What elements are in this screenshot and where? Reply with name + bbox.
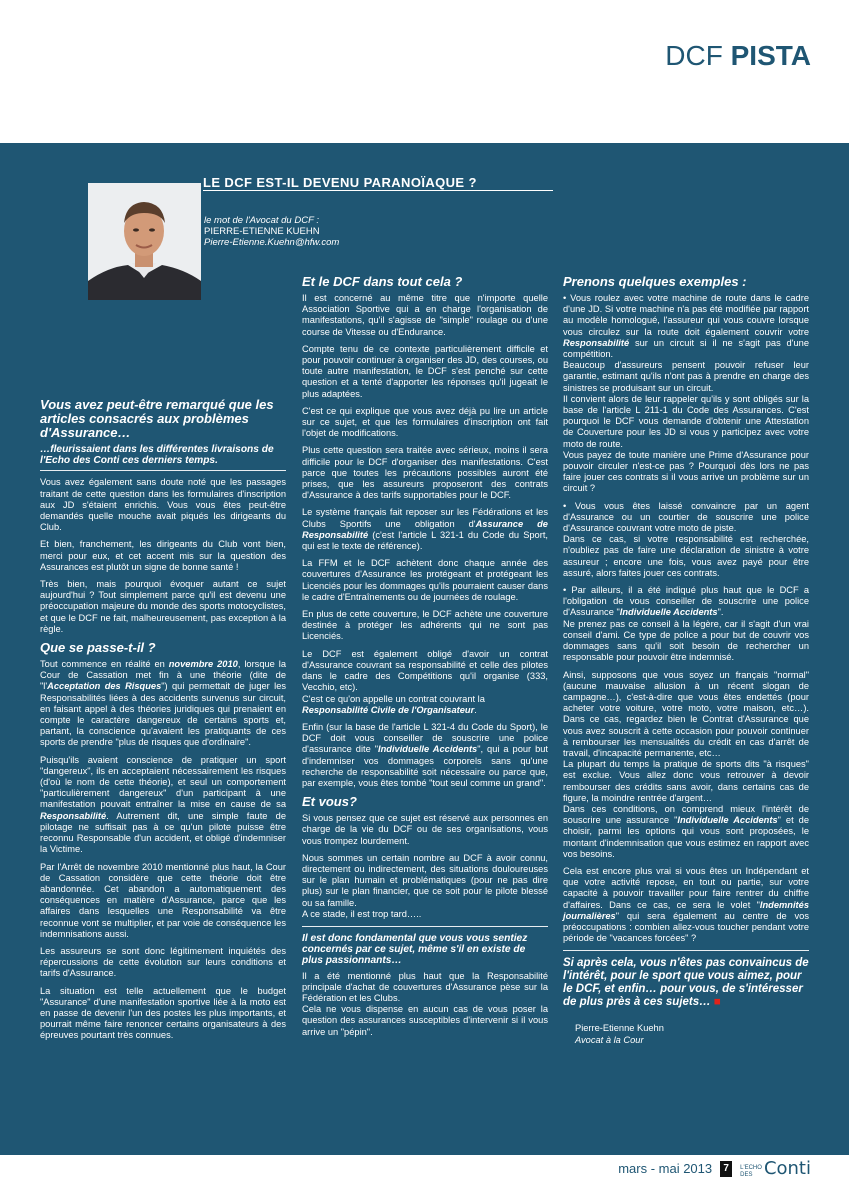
text-span: Nous sommes un certain nombre au DCF à avoir connu, directement ou indirectement, des situations douloureuses sur le plan humain et problématiques (pour ne pas dire plus) sur le plan financier, que ce soit pour le pilote blessé ou sa famille. (302, 852, 548, 908)
author-intro: le mot de l'Avocat du DCF : (204, 215, 319, 226)
text-span: . Autrement dit, une simple faute de pilotage ne suffisait pas à ce qu'un pilote puisse être reconnu Responsable d'un accident, et obligé d'indemniser la Victime. (40, 810, 286, 855)
paragraph (563, 670, 809, 860)
paragraph: La situation est telle actuellement que le budget "Assurance" d'une manifestation sportive liée à la moto est en passe de devenir l'un des postes les plus importants, et pourrait même faire renoncer certains organisateurs à des épreuves pourtant très connues. (40, 985, 286, 1041)
text-span: " et de choisir, parmi les options qui vous sont proposées, le montant d'indemnisation que vous estimez en rapport avec vos besoins. (563, 815, 810, 859)
emphasis: Responsabilité (563, 337, 630, 348)
text-span: La plupart du temps la pratique de sports dits "à risques" est exclue. Vous allez donc vous retrouver à devoir rembourser des crédits sans avoir, dans certains cas de figure, la moindre rentrée d'argent… (563, 759, 809, 803)
title-underline (203, 190, 553, 191)
magazine-section-header (665, 40, 811, 72)
text-span: • Vous roulez avec votre machine de route dans le cadre d'une JD. Si votre machine n'a pas été modifiée par rapport au modèle homologué, l'assureur qui vous couvre lorsque vous circulez sur la route doit également couvrir votre (563, 293, 809, 337)
text-span: (c'est l'article L 321-1 du Code du Sport, qui est le texte de référence). (302, 529, 548, 552)
author-email: Pierre-Etienne.Kuehn@hfw.com (204, 237, 340, 248)
paragraph (302, 507, 548, 552)
callout-heading: Il est donc fondamental que vous vous sentiez concernés par ce sujet, même s'il en existe de plus passionnants… (302, 932, 528, 967)
paragraph: Les assureurs se sont donc légitimement inquiétés des répercussions de cette évolution sur leurs conditions et tarifs d'Assurance. (40, 945, 286, 979)
logo-small-text: DES (740, 1172, 753, 1178)
page-footer (618, 1158, 811, 1179)
text-span: " qui sera également au centre de vos préoccupations : combien allez-vous toucher pendant votre période de "vacances forcées" ? (563, 910, 809, 944)
article-title: LE DCF EST-IL DEVENU PARANOÏAQUE ? (203, 175, 477, 190)
logo-small-text: L'ECHO (740, 1165, 762, 1171)
divider (302, 926, 548, 927)
text-span: ") qui permettait de juger les Responsabilités liées à des accidents survenus sur circuit, en faisant appel à des théories juridiques qui prenaient en compte le caractère dangereux de certains sports et, partant, la conscience qu'avaient les pratiquants de ces sports de prendre "plus de risques que d'ordinaire". (40, 681, 287, 748)
text-span: sur un circuit si il ne s'agit pas d'une compétition. (563, 337, 809, 360)
text-span: • Vous vous êtes laissé convaincre par un agent d'Assurance ou un courtier de souscrire une police d'Assurance couvrant votre moto de piste. (563, 500, 809, 534)
paragraph: Si vous pensez que ce sujet est réservé aux personnes en charge de la vie du DCF ou de ses organisations, vous vous trompez lourdement. (302, 813, 548, 846)
paragraph: Compte tenu de ce contexte particulièrement difficile et pour pouvoir continuer à organiser des JD, des courses, ou toute autre manifestation, le DCF s'est penché sur cette question et a tenté d'apporter les réponses qu'il jugeait le plus adaptées. (302, 343, 548, 399)
text-span: A ce stade, il est trop tard….. (302, 908, 422, 919)
intro-heading: Vous avez peut-être remarqué que les articles consacrés aux problèmes d'Assurance… (40, 397, 274, 440)
logo-big-text: Conti (763, 1158, 811, 1179)
section-heading-que-se-passe: Que se passe-t-il ? (40, 640, 156, 656)
author-block (204, 215, 339, 248)
text-span: Cela est encore plus vrai si vous êtes un Indépendant et que votre activité repose, en tout ou partie, sur votre capacité à pouvoir travailler pour faire rentrer du chiffre d'affaires. Dans ce cas, ce sera le volet " (563, 865, 809, 910)
author-portrait-image (88, 183, 201, 300)
page-number: 7 (720, 1161, 732, 1177)
paragraph (302, 853, 548, 920)
header-pista: PISTA (730, 40, 811, 71)
text-span: ", qui a pour but d'indemniser vos dommages corporels sans qu'une recherche de responsabilité soit nécessaire ou parce que, par exemple, vous êtes tombé "tout seul comme un grand". (302, 744, 549, 788)
paragraph (302, 971, 548, 1038)
column-3 (563, 275, 809, 1046)
text-span: Enfin (sur la base de l'article L 321-4 du Code du Sport), le DCF doit vous conseiller de souscrire une police d'assurance dite " (302, 721, 548, 755)
section-heading-et-le-dcf: Et le DCF dans tout cela ? (302, 274, 463, 289)
paragraph: Par l'Arrêt de novembre 2010 mentionné plus haut, la Cour de Cassation considère que cette théorie doit être abandonnée. Cet abandon a automatiquement des conséquences en matière d'Assurance, parce que les affaires dans lesquelles une Responsabilité va être reconnue vont se multiplier, et par voie de conséquence les indemnisations aussi. (40, 861, 286, 939)
column-1 (40, 398, 286, 1048)
emphasis: Responsabilité Civile de l'Organisateur (302, 704, 475, 715)
paragraph: Vous avez également sans doute noté que les passages traitant de cette question dans les formulaires d'inscription aux JD s'étaient enrichis. Vous vous êtes peut-être demandés quelle mouche avait piqués les dirigeants du Club. (40, 477, 286, 533)
emphasis: Individuelle Accidents (378, 744, 478, 755)
emphasis: Individuelle Accidents (677, 815, 778, 826)
paragraph: Très bien, mais pourquoi évoquer autant ce sujet aujourd'hui ? Tout simplement parce qu'il est devenu une préoccupation majeure du monde des sports motocyclistes, et que le DCF ne fait, malheureusement, pas exception à la règle. (40, 579, 286, 634)
end-mark-icon: ■ (713, 996, 721, 1009)
text-span: Tout commence en réalité en (40, 659, 169, 670)
text-span: • Par ailleurs, il a été indiqué plus haut que le DCF a l'obligation de vous conseiller de souscrire une police d'Assurance " (563, 585, 809, 618)
text-span: Vous payez de toute manière une Prime d'Assurance pour pouvoir circuler n'est-ce pas ? Pourquoi dès lors ne pas faire jouer ces contrats si il vous arrive un problème sur un circuit ? (563, 449, 809, 494)
paragraph (302, 722, 548, 789)
text-span: Ainsi, supposons que vous soyez un français "normal" (aucune mauvaise allusion à un récent slogan de campagne…), c'est-à-dire que vous êtes endettés (pour acheter votre voiture, votre moto, votre maison, etc…). Dans ce cas, regardez bien le Contrat d'Assurance que vous avez souscrit à cette occasion pour pouvoir continuer à rembourser les mensualités du crédit en cas d'arrêt de travail, d'incapacité permanente, etc… (563, 669, 809, 758)
paragraph: Plus cette question sera traitée avec sérieux, moins il sera difficile pour le DCF d'organiser des manifestations. C'est parce que toutes les précautions possibles auront été prises, que les assureurs proposeront des contrats d'Assurance à des tarifs supportables pour le DCF. (302, 445, 548, 501)
paragraph: En plus de cette couverture, le DCF achète une couverture destinée à protéger les adhérents qui ne sont pas Licenciés. (302, 609, 548, 642)
paragraph (563, 866, 809, 944)
text-span: Puisqu'ils avaient conscience de pratiquer un sport "dangereux", ils en acceptaient nécessairement les risques (d'où le nom de cette théorie), et seul un comportement "particulièrement dangereux" d'un participant à une manifestation pouvait entraîner la mise en cause de sa (40, 754, 286, 810)
text-span: Ne prenez pas ce conseil à la légère, car il s'agit d'un vrai conseil d'ami. Ce type de police a pour but de couvrir vos dommages sans qu'il soit besoin de rechercher un responsable pour pouvoir être indemnisé. (563, 618, 809, 663)
text-span: Cela ne vous dispense en aucun cas de vous poser la question des assurances susceptibles d'intervenir si il vous arrive un "pépin". (302, 1004, 548, 1037)
emphasis: Indemnités journalières (563, 899, 809, 921)
paragraph (563, 293, 809, 495)
text-span: Dans ces conditions, on comprend mieux l'intérêt de souscrire une assurance " (563, 803, 809, 826)
section-heading-exemples: Prenons quelques exemples : (563, 274, 747, 289)
signature-role: Avocat à la Cour (575, 1034, 644, 1045)
text-span: Le système français fait reposer sur les Fédérations et les Clubs Sportifs une obligation d' (302, 507, 548, 529)
paragraph (563, 501, 809, 579)
divider (563, 950, 809, 951)
paragraph: Et bien, franchement, les dirigeants du Club vont bien, merci pour eux, et cet accent mis sur la question des Assurances est plutôt un signe de bonne santé ! (40, 539, 286, 572)
paragraph (302, 649, 548, 716)
text-span: Dans ce cas, si votre responsabilité est recherchée, n'oubliez pas de faire une déclaration de sinistre à votre assureur ; encore une fois, vous avez payé pour être assuré, alors faites jouer ces contrats. (563, 534, 809, 578)
emphasis: Individuelle Accidents (619, 607, 718, 618)
intro-subheading: …fleurissaient dans les différentes livraisons de l'Echo des Conti ces derniers temps. (40, 444, 274, 467)
text-span: Le DCF est également obligé d'avoir un contrat d'Assurance couvrant sa responsabilité et celle des pilotes dans le cadre des Compétitions qu'il organise (333, Vecchio, etc). (302, 648, 548, 693)
paragraph (563, 585, 809, 663)
author-photo (88, 183, 201, 300)
signature (563, 1023, 809, 1046)
column-2 (302, 275, 548, 1044)
emphasis: Acceptation des Risques (47, 681, 162, 692)
text-span: Beaucoup d'assureurs pensent pouvoir refuser leur garantie, estimant qu'ils n'ont pas à prendre en charge des sinistres se produisant sur un circuit. (563, 360, 809, 393)
paragraph (40, 659, 286, 749)
text-span: C'est ce qu'on appelle un contrat couvrant la (302, 693, 485, 704)
divider (40, 470, 286, 471)
header-dcf: DCF (665, 40, 723, 71)
text-span: Il a été mentionné plus haut que la Responsabilité principale d'achat de couvertures d'Assurance pèse sur la Fédération et les Clubs. (302, 970, 548, 1003)
emphasis: novembre 2010 (168, 659, 238, 670)
emphasis: Assurance de Responsabilité (302, 518, 548, 540)
paragraph: La FFM et le DCF achètent donc chaque année des couvertures d'Assurance les protégeant et protégeant les Licenciés pour les dommages qu'ils pourraient causer dans le cadre d'Entraînements ou de journées de roulage. (302, 558, 548, 602)
text-span: ". (717, 607, 724, 618)
paragraph: C'est ce qui explique que vous avez déjà pu lire un article sur ce sujet, et que les formulaires d'inscription ont fait l'objet de modifications. (302, 405, 548, 439)
closing-text: Si après cela, vous n'êtes pas convaincus de l'intérêt, pour le sport que vous aimez, pour le DCF, et enfin… pour vous, de s'intéresser de plus près à ces sujets… (563, 957, 809, 1009)
emphasis: Responsabilité (40, 810, 107, 821)
echo-des-conti-logo (740, 1158, 811, 1179)
signature-name: Pierre-Etienne Kuehn (575, 1023, 664, 1034)
text-span: , lorsque la Cour de Cassation met fin à une théorie (dite de "l' (40, 659, 287, 692)
text-span: Il convient alors de leur rappeler qu'ils y sont obligés sur la base de l'article L 211-1 du Code des Assurances. C'est pourquoi le DCF vous demande d'obtenir une Attestation de Couverture pour les JD si vous y participez avec votre moto de route. (563, 393, 809, 449)
issue-date: mars - mai 2013 (618, 1161, 713, 1176)
paragraph (40, 755, 286, 856)
paragraph: Il est concerné au même titre que n'importe quelle Association Sportive qui a en charge l'organisation de manifestations, qu'il s'agisse de "simple" roulage ou d'une course de Vitesse ou d'Endurance. (302, 293, 548, 337)
section-heading-et-vous: Et vous? (302, 794, 357, 810)
closing-statement (563, 957, 809, 1009)
text-span: . (474, 704, 477, 715)
author-name: PIERRE-ETIENNE KUEHN (204, 226, 320, 237)
